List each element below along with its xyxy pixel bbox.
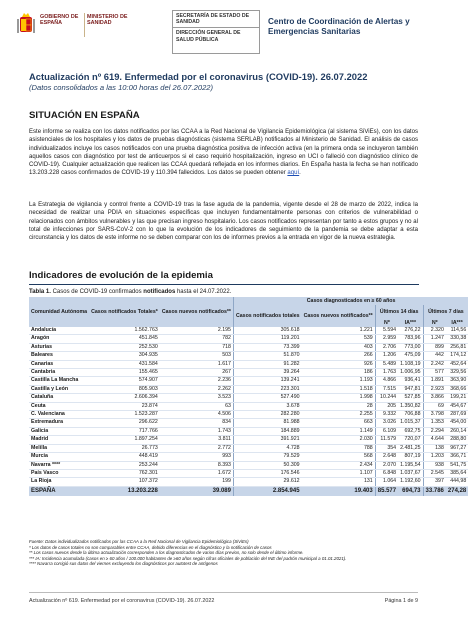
table-row [29,411,468,419]
table-cell: 73.399 [233,343,301,351]
table-cell: 2.606.394 [89,394,160,402]
table-row [29,436,468,444]
table-row [29,369,468,377]
table-cell: 1.897.254 [89,436,160,444]
table-cell: 252.530 [89,343,160,351]
table-cell: 2.255 [302,411,376,419]
table-cell: 1.672 [160,469,234,477]
table-caption [29,289,231,295]
note-2: ** Los casos nuevos desde la última actualización corresponden a los diagnosticados de varios días previos, no solo desde el último informe. [29,550,304,556]
table-cell: 13.203.228 [89,486,160,496]
table-cell: 253.244 [89,461,160,469]
table-cell: 274,28 [446,486,468,496]
table-row [29,402,468,410]
row-label: Melilla [29,444,89,452]
table-cell: 2.959 [375,335,398,343]
page-footer [29,592,418,604]
intro-paragraph [29,128,418,178]
table-cell: 967,27 [446,444,468,452]
logo-divider [84,13,85,37]
secretaria-label: SECRETARÍA DE ESTADO DE SANIDAD [176,13,250,26]
table-cell: 1.107 [302,469,376,477]
table-cell: 287,69 [446,411,468,419]
table-cell: 69 [423,402,446,410]
table-row [29,419,468,427]
table-cell: 1.998 [302,394,376,402]
table-cell: 2.320 [423,327,446,335]
table-cell: 1.743 [160,427,234,435]
table-cell: 454,00 [446,419,468,427]
table-cell: 296.622 [89,419,160,427]
table-cell: 1.006,95 [398,369,423,377]
row-label: Madrid [29,436,89,444]
table-cell: 539 [302,335,376,343]
col-last14: Últimos 14 días [375,305,423,320]
table-row [29,343,468,351]
table-cell: 3.798 [423,411,446,419]
table-cell: 81.988 [233,419,301,427]
table-cell: 329,56 [446,369,468,377]
table-cell: 947,81 [398,385,423,393]
table-cell: 452,64 [446,360,468,368]
table-notes [29,539,419,567]
table-cell: 5.594 [375,327,398,335]
note-3: *** IA: Incidencia acumulada (casos en ≥ 60 años / 100.000 habitantes de ≥60 años según cifras oficiales de población del INE del padrón municipal a 01.01.2021). [29,555,347,561]
table-cell: 391.921 [233,436,301,444]
data-link[interactable]: aquí [287,170,300,177]
table-cell: 1.221 [302,327,376,335]
document-header [0,0,439,60]
table-row [29,385,468,393]
table-cell: 3.811 [160,436,234,444]
table-cell: 805.903 [89,385,160,393]
table-cell: 4.644 [423,436,446,444]
col-n7: Nº [423,319,446,327]
table-cell: 139.241 [233,377,301,385]
ccaes-title: Centro de Coordinación de Alertas y Emergencias Sanitarias [268,17,410,36]
table-cell: 807,19 [398,453,423,461]
table-cell: 475,09 [398,352,423,360]
col-new: Casos nuevos notificados** [160,297,234,327]
table-cell: 448.419 [89,453,160,461]
col-total: Casos notificados Totales* [89,297,160,327]
table-cell: 155.465 [89,369,160,377]
table-cell: 9.332 [375,411,398,419]
table-cell: 330,38 [446,335,468,343]
table-cell: 451.845 [89,335,160,343]
table-cell: 720,07 [398,436,423,444]
row-label: Cataluña [29,394,89,402]
coat-of-arms-icon [16,11,36,39]
total-row [29,486,468,496]
row-label: Ceuta [29,402,89,410]
table-cell: 3.523 [160,394,234,402]
row-label: Castilla y León [29,385,89,393]
table-cell: 282.280 [233,411,301,419]
note-4: **** Navarra corrigió sus datos del viernes excluyendo los diagnósticos por autotest de antígenos [29,561,218,567]
table-cell: 1.518 [302,385,376,393]
row-label: Galicia [29,427,89,435]
table-cell: 184.889 [233,427,301,435]
table-cell: 39.089 [160,486,234,496]
table-cell: 1.108,19 [398,360,423,368]
table-caption-end: hasta el 24.07.2022. [175,289,232,295]
col-ia14: IA*** [398,319,423,327]
row-label: Asturias [29,343,89,351]
table-cell: 2.854.945 [233,486,301,496]
table-cell: 2.070 [375,461,398,469]
table-cell: 527,85 [398,394,423,402]
ministerio-label: MINISTERIO DE SANIDAD [87,14,128,27]
table-cell: 1.353 [423,419,446,427]
table-cell: 1.015,37 [398,419,423,427]
table-cell: 131 [302,478,376,486]
table-cell: 4.866 [375,377,398,385]
table-cell: 2.242 [423,360,446,368]
table-row [29,352,468,360]
table-cell: 926 [302,360,376,368]
table-cell: 305.618 [233,327,301,335]
table-cell: 2.262 [160,385,234,393]
report-title: Actualización nº 619. Enfermedad por el coronavirus (COVID-19). 26.07.2022 [29,71,368,82]
row-label: ESPAÑA [29,486,89,496]
col-ia7: IA*** [446,319,468,327]
table-cell: 354 [375,444,398,452]
table-cell: 5.489 [375,360,398,368]
table-cell: 2.434 [302,461,376,469]
table-cell: 527.490 [233,394,301,402]
table-cell: 8.393 [160,461,234,469]
table-cell: 2.030 [302,436,376,444]
table-cell: 19.403 [302,486,376,496]
table-cell: 10.244 [375,394,398,402]
table-row [29,394,468,402]
table-cell: 1.206 [375,352,398,360]
table-cell: 205 [375,402,398,410]
table-cell: 223.301 [233,385,301,393]
table-cell: 1.247 [423,335,446,343]
section-title: SITUACIÓN EN ESPAÑA [29,110,140,121]
row-label: Murcia [29,453,89,461]
table-cell: 1.350,82 [398,402,423,410]
table-row [29,478,468,486]
table-cell: 1.149 [302,427,376,435]
table-cell: 63 [160,402,234,410]
indicators-title: Indicadores de evolución de la epidemia [29,270,419,285]
row-label: La Rioja [29,478,89,486]
table-caption-label: Tabla 1. [29,289,51,295]
table-cell: 28 [302,402,376,410]
table-cell: 3.026 [375,419,398,427]
table-cell: 1.763 [375,369,398,377]
department-box [172,10,260,54]
table-row [29,469,468,477]
table-cell: 574.907 [89,377,160,385]
table-cell: 138 [423,444,446,452]
table-row [29,444,468,452]
table-cell: 2.772 [160,444,234,452]
table-cell: 23.874 [89,402,160,410]
table-cell: 304.935 [89,352,160,360]
table-row [29,427,468,435]
note-source: Fuente: Datos individualizados notificados por las CCAA a la Red Nacional de Vigilancia Epidemiológica (SiViEs) [29,539,249,544]
table-cell: 33.786 [423,486,446,496]
table-cell: 762.301 [89,469,160,477]
report-subtitle: (Datos consolidados a las 10:00 horas del 26.07.2022) [29,83,214,92]
page-number: Página 1 de 9 [384,598,418,604]
table-cell: 692,75 [398,427,423,435]
table-cell: 107.372 [89,478,160,486]
table-row [29,377,468,385]
government-logo [16,11,166,41]
intro-end: . [299,170,301,177]
table-cell: 541,75 [446,461,468,469]
table-cell: 454,67 [446,402,468,410]
table-cell: 176.546 [233,469,301,477]
row-label: Cantabria [29,369,89,377]
table-cell: 577 [423,369,446,377]
table-cell: 1.617 [160,360,234,368]
table-cell: 718 [160,343,234,351]
table-cell: 403 [302,343,376,351]
cases-table [29,297,468,496]
intro-text: Este informe se realiza con los datos notificados por las CCAA a la Red Nacional de Vigilancia Epidemiológica (al sistema SiViEs), con los datos asistenciales de los hospitales y los datos de pruebas diagnósticas (sistema SERLAB) notificados al Ministerio de Sanidad. El análisis de casos individualizados incluye los casos notificados con una prueba diagnóstica positiva de infección activa (en la primera onda se incluyeron también aquellos casos con diagnóstico por test de anticuerpos si el caso requirió hospitalización, ingreso en UCI o falleció con diagnóstico clínico de COVID-19). Cualquier actualización que realicen las CCAA quedará reflejada en los informes diarios. En España hasta la fecha se han notificado 13.203.228 casos confirmados de COVID-19 y 110.394 fallecidos. Los datos se pueden obtener [29,129,418,177]
table-cell: 26.773 [89,444,160,452]
table-cell: 2.648 [375,453,398,461]
table-cell: 266 [302,352,376,360]
table-cell: 1.193 [302,377,376,385]
table-cell: 442 [423,352,446,360]
table-cell: 706,88 [398,411,423,419]
table-cell: 7.515 [375,385,398,393]
table-cell: 444,98 [446,478,468,486]
group-header: Casos diagnosticados en ≥ 60 años [233,297,468,305]
table-cell: 568 [302,453,376,461]
table-row [29,461,468,469]
table-cell: 1.891 [423,377,446,385]
table-cell: 366,71 [446,453,468,461]
row-label: País Vasco [29,469,89,477]
table-cell: 1.192,60 [398,478,423,486]
table-cell: 1.064 [375,478,398,486]
col-ccaa: Comunidad Autónoma [29,297,89,327]
table-cell: 694,73 [398,486,423,496]
table-cell: 11.579 [375,436,398,444]
table-cell: 267 [160,369,234,377]
col-60-total: Casos notificados totales [233,305,301,327]
row-label: Navarra **** [29,461,89,469]
table-cell: 993 [160,453,234,461]
table-cell: 119.201 [233,335,301,343]
gobierno-label: GOBIERNO DE ESPAÑA [40,14,79,27]
table-cell: 2.545 [423,469,446,477]
table-cell: 385,64 [446,469,468,477]
table-cell: 2.294 [423,427,446,435]
table-cell: 29.612 [233,478,301,486]
table-cell: 936,41 [398,377,423,385]
table-cell: 39.264 [233,369,301,377]
table-cell: 1.195,54 [398,461,423,469]
col-n14: Nº [375,319,398,327]
table-cell: 2.923 [423,385,446,393]
table-cell: 1.562.763 [89,327,160,335]
table-cell: 2.706 [375,343,398,351]
table-cell: 663 [302,419,376,427]
table-cell: 256,81 [446,343,468,351]
table-cell: 773,00 [398,343,423,351]
table-cell: 717.766 [89,427,160,435]
row-label: Andalucía [29,327,89,335]
table-cell: 788 [302,444,376,452]
table-caption-bold: notificados [143,289,176,295]
table-cell: 51.870 [233,352,301,360]
table-cell: 2.195 [160,327,234,335]
table-cell: 4.506 [160,411,234,419]
table-cell: 363,90 [446,377,468,385]
table-cell: 782 [160,335,234,343]
table-cell: 91.282 [233,360,301,368]
table-row [29,327,468,335]
table-cell: 174,12 [446,352,468,360]
row-label: Canarias [29,360,89,368]
table-row [29,360,468,368]
table-cell: 431.584 [89,360,160,368]
table-cell: 114,56 [446,327,468,335]
table-row [29,335,468,343]
table-cell: 2.481,25 [398,444,423,452]
table-cell: 79.529 [233,453,301,461]
direccion-label: DIRECCIÓN GENERAL DE SALUD PÚBLICA [173,27,259,44]
table-cell: 276,22 [398,327,423,335]
table-cell: 186 [302,369,376,377]
table-caption-text: Casos de COVID-19 confirmados [50,289,144,295]
table-cell: 1.523.287 [89,411,160,419]
table-cell: 199 [160,478,234,486]
table-cell: 368,66 [446,385,468,393]
col-last7: Últimos 7 días [423,305,468,320]
table-cell: 834 [160,419,234,427]
table-cell: 50.309 [233,461,301,469]
row-label: Castilla La Mancha [29,377,89,385]
row-label: Baleares [29,352,89,360]
row-label: Aragón [29,335,89,343]
row-label: C. Valenciana [29,411,89,419]
table-cell: 1.037,67 [398,469,423,477]
footer-title: Actualización nº 619. Enfermedad por el coronavirus (COVID-19). 26.07.2022 [29,598,215,604]
table-cell: 2.236 [160,377,234,385]
table-cell: 938 [423,461,446,469]
table-cell: 6.848 [375,469,398,477]
table-cell: 503 [160,352,234,360]
table-cell: 783,96 [398,335,423,343]
table-cell: 288,80 [446,436,468,444]
table-cell: 85.577 [375,486,398,496]
row-label: Extremadura [29,419,89,427]
strategy-paragraph: La Estrategia de vigilancia y control frente a COVID-19 tras la fase aguda de la pandemia, vigente desde el 28 de marzo de 2022, indica la necesidad de realizar una PDIA en situaciones específicas que incluyen fundamentalmente personas con criterios de vulnerabilidad o relacionados con ámbitos vulnerables y las que precisan ingreso hospitalario. Los casos notificados representan por tanto a estos grupos y no al total de infecciones por SARS-CoV-2 con lo que la evolución de los indicadores de seguimiento de la pandemia se debe adaptar a esta circunstancia y los datos de este informe no se deben comparar con los de informes previos a la entrada en vigor de la nueva estrategia. [29,202,418,242]
table-cell: 3.866 [423,394,446,402]
table-cell: 1.203 [423,453,446,461]
table-cell: 4.728 [233,444,301,452]
table-row [29,453,468,461]
table-cell: 3.678 [233,402,301,410]
note-1: * Los datos de casos totales no son comparables entre CCAA, debido diferencias en el diagnóstico y la notificación de casos [29,544,272,550]
table-cell: 397 [423,478,446,486]
table-cell: 6.109 [375,427,398,435]
table-cell: 199,21 [446,394,468,402]
table-cell: 260,14 [446,427,468,435]
col-60-new: Casos nuevos notificados** [302,305,376,327]
table-cell: 899 [423,343,446,351]
